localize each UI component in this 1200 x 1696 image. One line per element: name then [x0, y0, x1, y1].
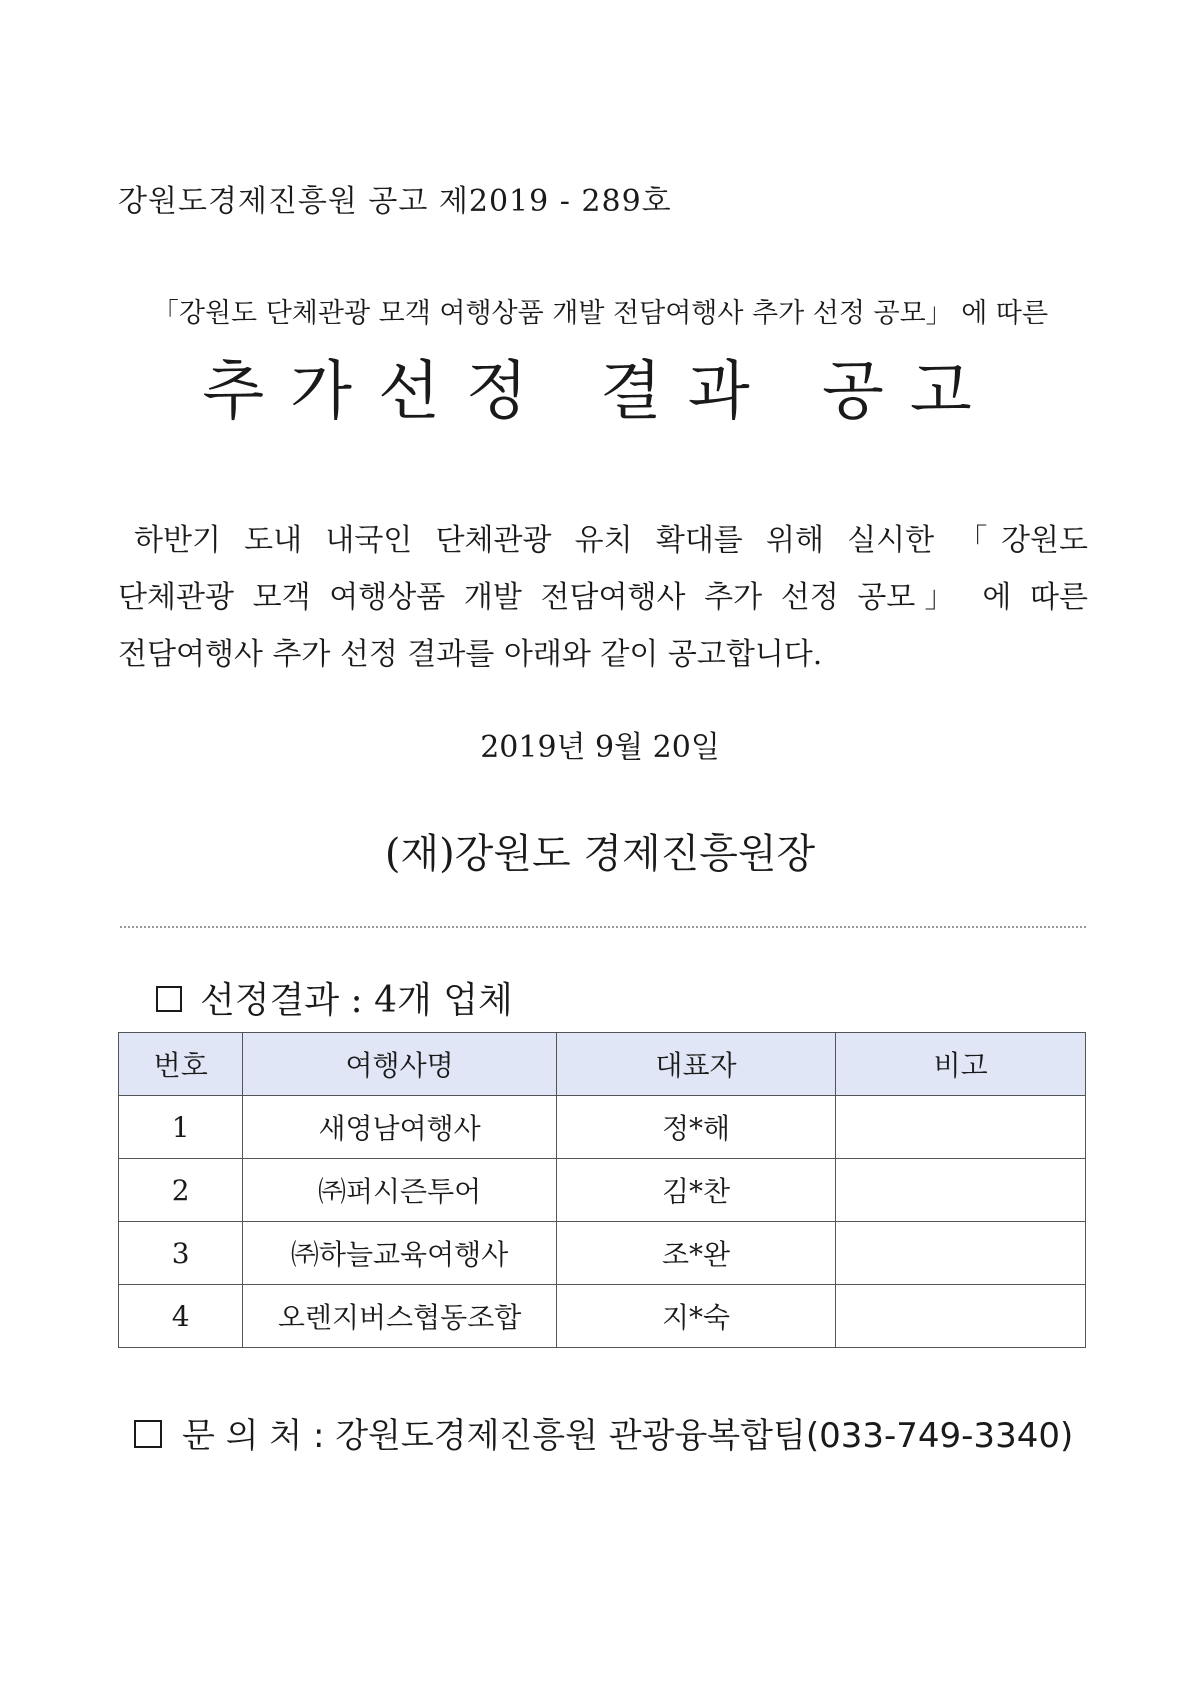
table-row	[119, 1222, 1086, 1285]
cell-agency-name: 오렌지버스협동조합	[243, 1285, 556, 1348]
body-line: 전담여행사 추가 선정 결과를 아래와 같이 공고합니다.	[118, 637, 823, 672]
cell-note	[836, 1285, 1086, 1348]
cell-note	[836, 1096, 1086, 1159]
cell-representative: 김*찬	[556, 1159, 836, 1222]
contact-text: 문 의 처 : 강원도경제진흥원 관광융복합팀(033-749-3340)	[182, 1416, 1074, 1456]
notice-subtitle: 「강원도 단체관광 모객 여행상품 개발 전담여행사 추가 선정 공모」 에 따른	[151, 298, 1049, 329]
notice-date: 2019년 9월 20일	[480, 730, 720, 765]
section-heading-text: 선정결과 : 4개 업체	[200, 980, 513, 1021]
body-line: 단체관광 모객 여행상품 개발 전담여행사 추가 선정 공모」 에 따른	[118, 580, 1088, 615]
cell-note	[836, 1159, 1086, 1222]
table-row	[119, 1096, 1086, 1159]
table-row	[119, 1159, 1086, 1222]
cell-number: 2	[119, 1159, 243, 1222]
cell-agency-name: 새영남여행사	[243, 1096, 556, 1159]
cell-agency-name: ㈜퍼시즌투어	[243, 1159, 556, 1222]
table-row	[119, 1285, 1086, 1348]
cell-number: 3	[119, 1222, 243, 1285]
notice-number: 강원도경제진흥원 공고 제2019 - 289호	[118, 184, 672, 219]
cell-representative: 지*숙	[556, 1285, 836, 1348]
cell-agency-name: ㈜하늘교육여행사	[243, 1222, 556, 1285]
divider	[120, 926, 1086, 928]
section-heading	[156, 972, 513, 1023]
header-agency-name: 여행사명	[243, 1033, 556, 1096]
results-table	[118, 1032, 1086, 1348]
header-note: 비고	[836, 1033, 1086, 1096]
page-title: 추가선정 결과 공고	[202, 355, 998, 429]
contact-info	[134, 1408, 1073, 1457]
cell-representative: 조*완	[556, 1222, 836, 1285]
cell-number: 1	[119, 1096, 243, 1159]
cell-representative: 정*해	[556, 1096, 836, 1159]
body-line: 하반기 도내 내국인 단체관광 유치 확대를 위해 실시한 「강원도	[134, 523, 1088, 558]
square-bullet-icon	[134, 1420, 162, 1448]
header-number: 번호	[119, 1033, 243, 1096]
cell-note	[836, 1222, 1086, 1285]
table-header-row	[119, 1033, 1086, 1096]
header-representative: 대표자	[556, 1033, 836, 1096]
cell-number: 4	[119, 1285, 243, 1348]
signer: (재)강원도 경제진흥원장	[384, 831, 816, 877]
square-bullet-icon	[156, 986, 182, 1012]
notice-body	[118, 512, 1088, 683]
